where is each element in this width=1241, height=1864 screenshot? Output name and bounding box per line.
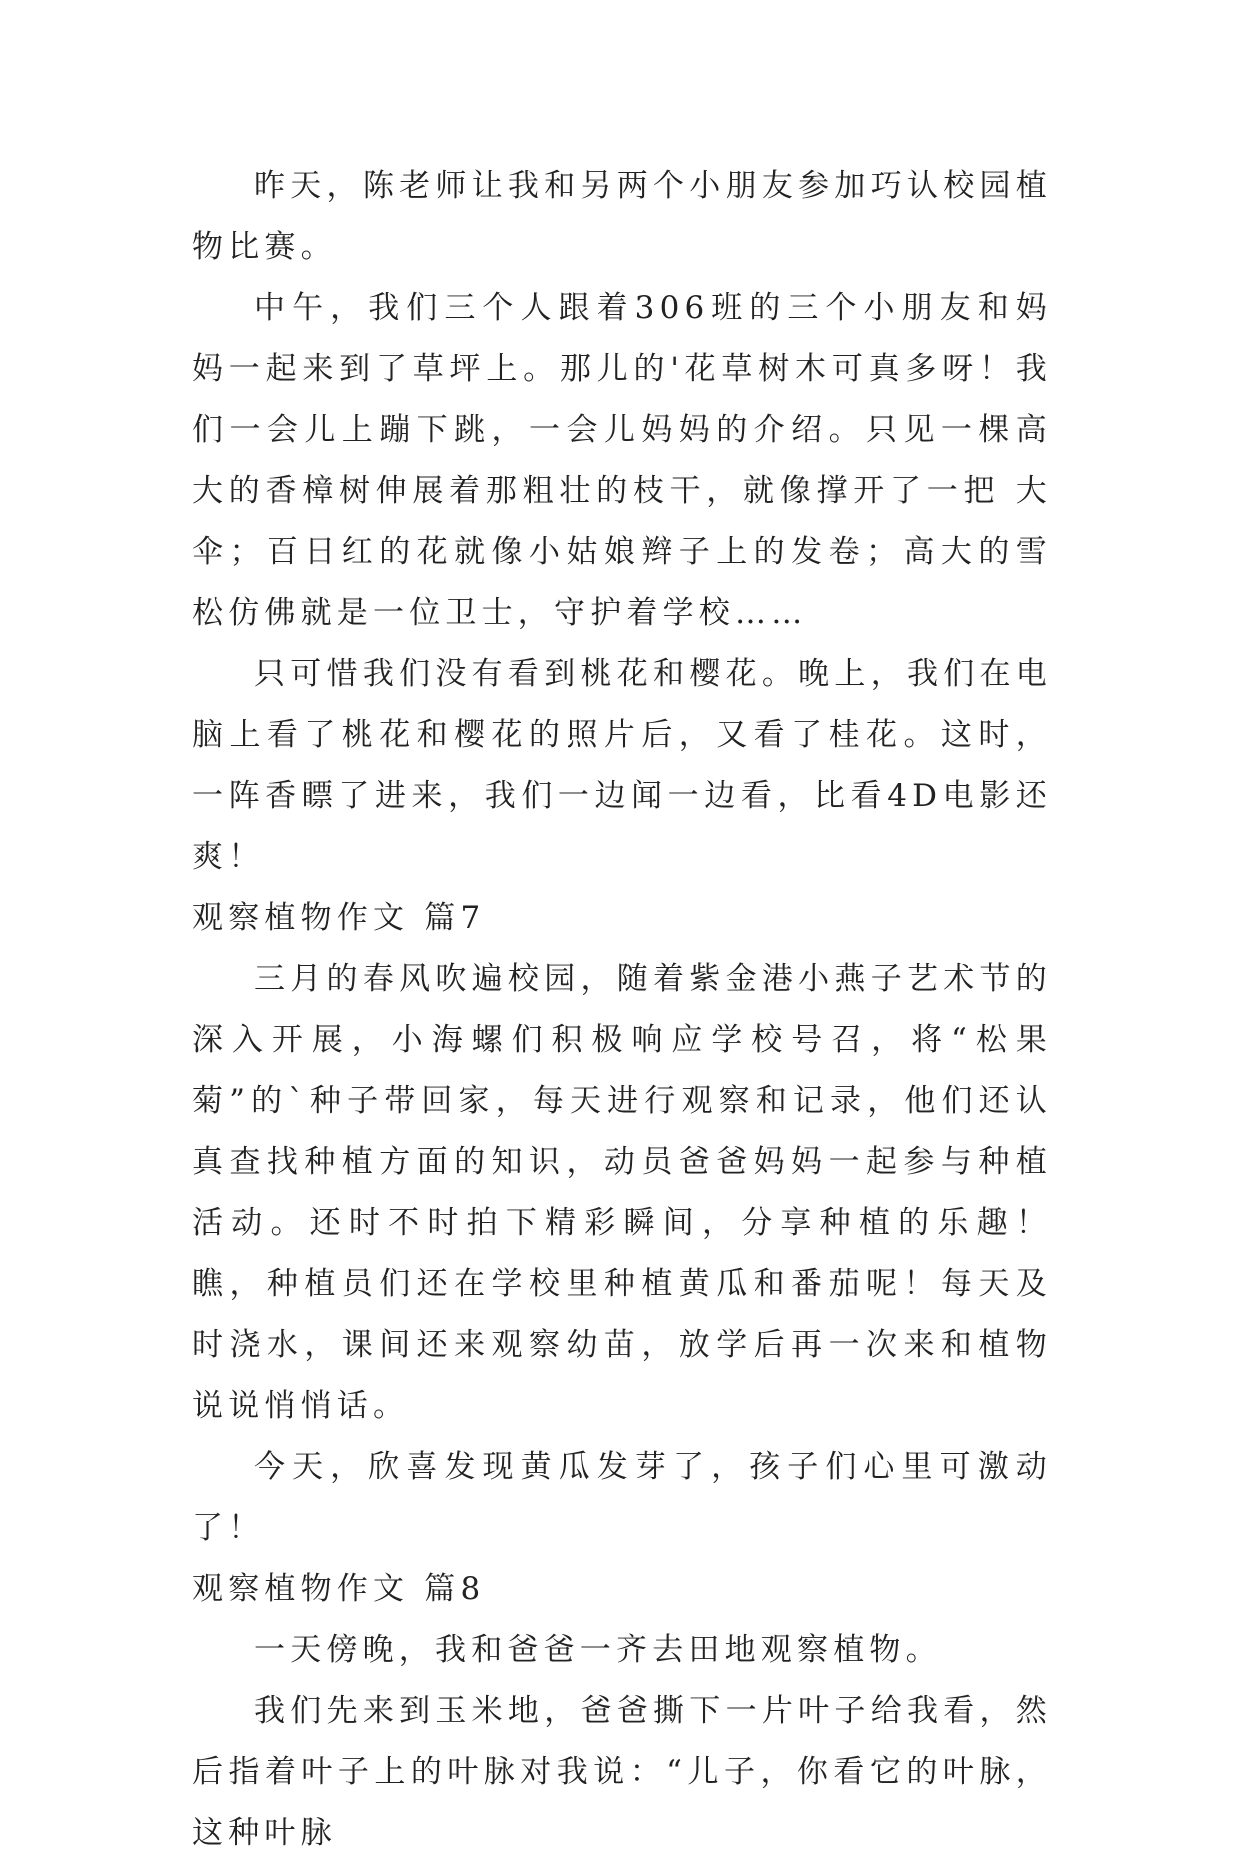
section-heading-7: 观察植物作文 篇7 — [192, 900, 486, 936]
paragraph-1: 昨天，陈老师让我和另两个小朋友参加巧认校园植物比赛。 — [192, 168, 1052, 265]
paragraph-5: 今天，欣喜发现黄瓜发芽了，孩子们心里可激动了！ — [192, 1449, 1052, 1546]
paragraph-2: 中午，我们三个人跟着306班的三个小朋友和妈妈一起来到了草坪上。那儿的'花草树木可真多呀！我们一会儿上蹦下跳，一会儿妈妈的介绍。只见一棵高大的香樟树伸展着那粗壮的枝干，就像撑开了一把 大伞；百日红的花就像小姑娘辫子上的发卷；高大的雪松仿佛就是一位卫士，守护着学校…… — [192, 290, 1052, 631]
paragraph-4: 三月的春风吹遍校园，随着紫金港小燕子艺术节的深入开展，小海螺们积极响应学校号召，将“松果菊”的`种子带回家，每天进行观察和记录，他们还认真查找种植方面的知识，动员爸爸妈妈一起参与种植活动。还时不时拍下精彩瞬间，分享种植的乐趣！瞧，种植员们还在学校里种植黄瓜和番茄呢！每天及时浇水，课间还来观察幼苗，放学后再一次来和植物说说悄悄话。 — [192, 961, 1052, 1424]
paragraph-6: 一天傍晚，我和爸爸一齐去田地观察植物。 — [254, 1632, 942, 1668]
document-page — [192, 156, 1052, 1864]
section-heading-8: 观察植物作文 篇8 — [192, 1571, 486, 1607]
paragraph-7: 我们先来到玉米地，爸爸撕下一片叶子给我看，然后指着叶子上的叶脉对我说：“儿子，你看它的叶脉，这种叶脉 — [192, 1693, 1052, 1851]
paragraph-3: 只可惜我们没有看到桃花和樱花。晚上，我们在电脑上看了桃花和樱花的照片后，又看了桂花。这时，一阵香瞟了进来，我们一边闻一边看，比看4D电影还爽！ — [192, 656, 1052, 875]
